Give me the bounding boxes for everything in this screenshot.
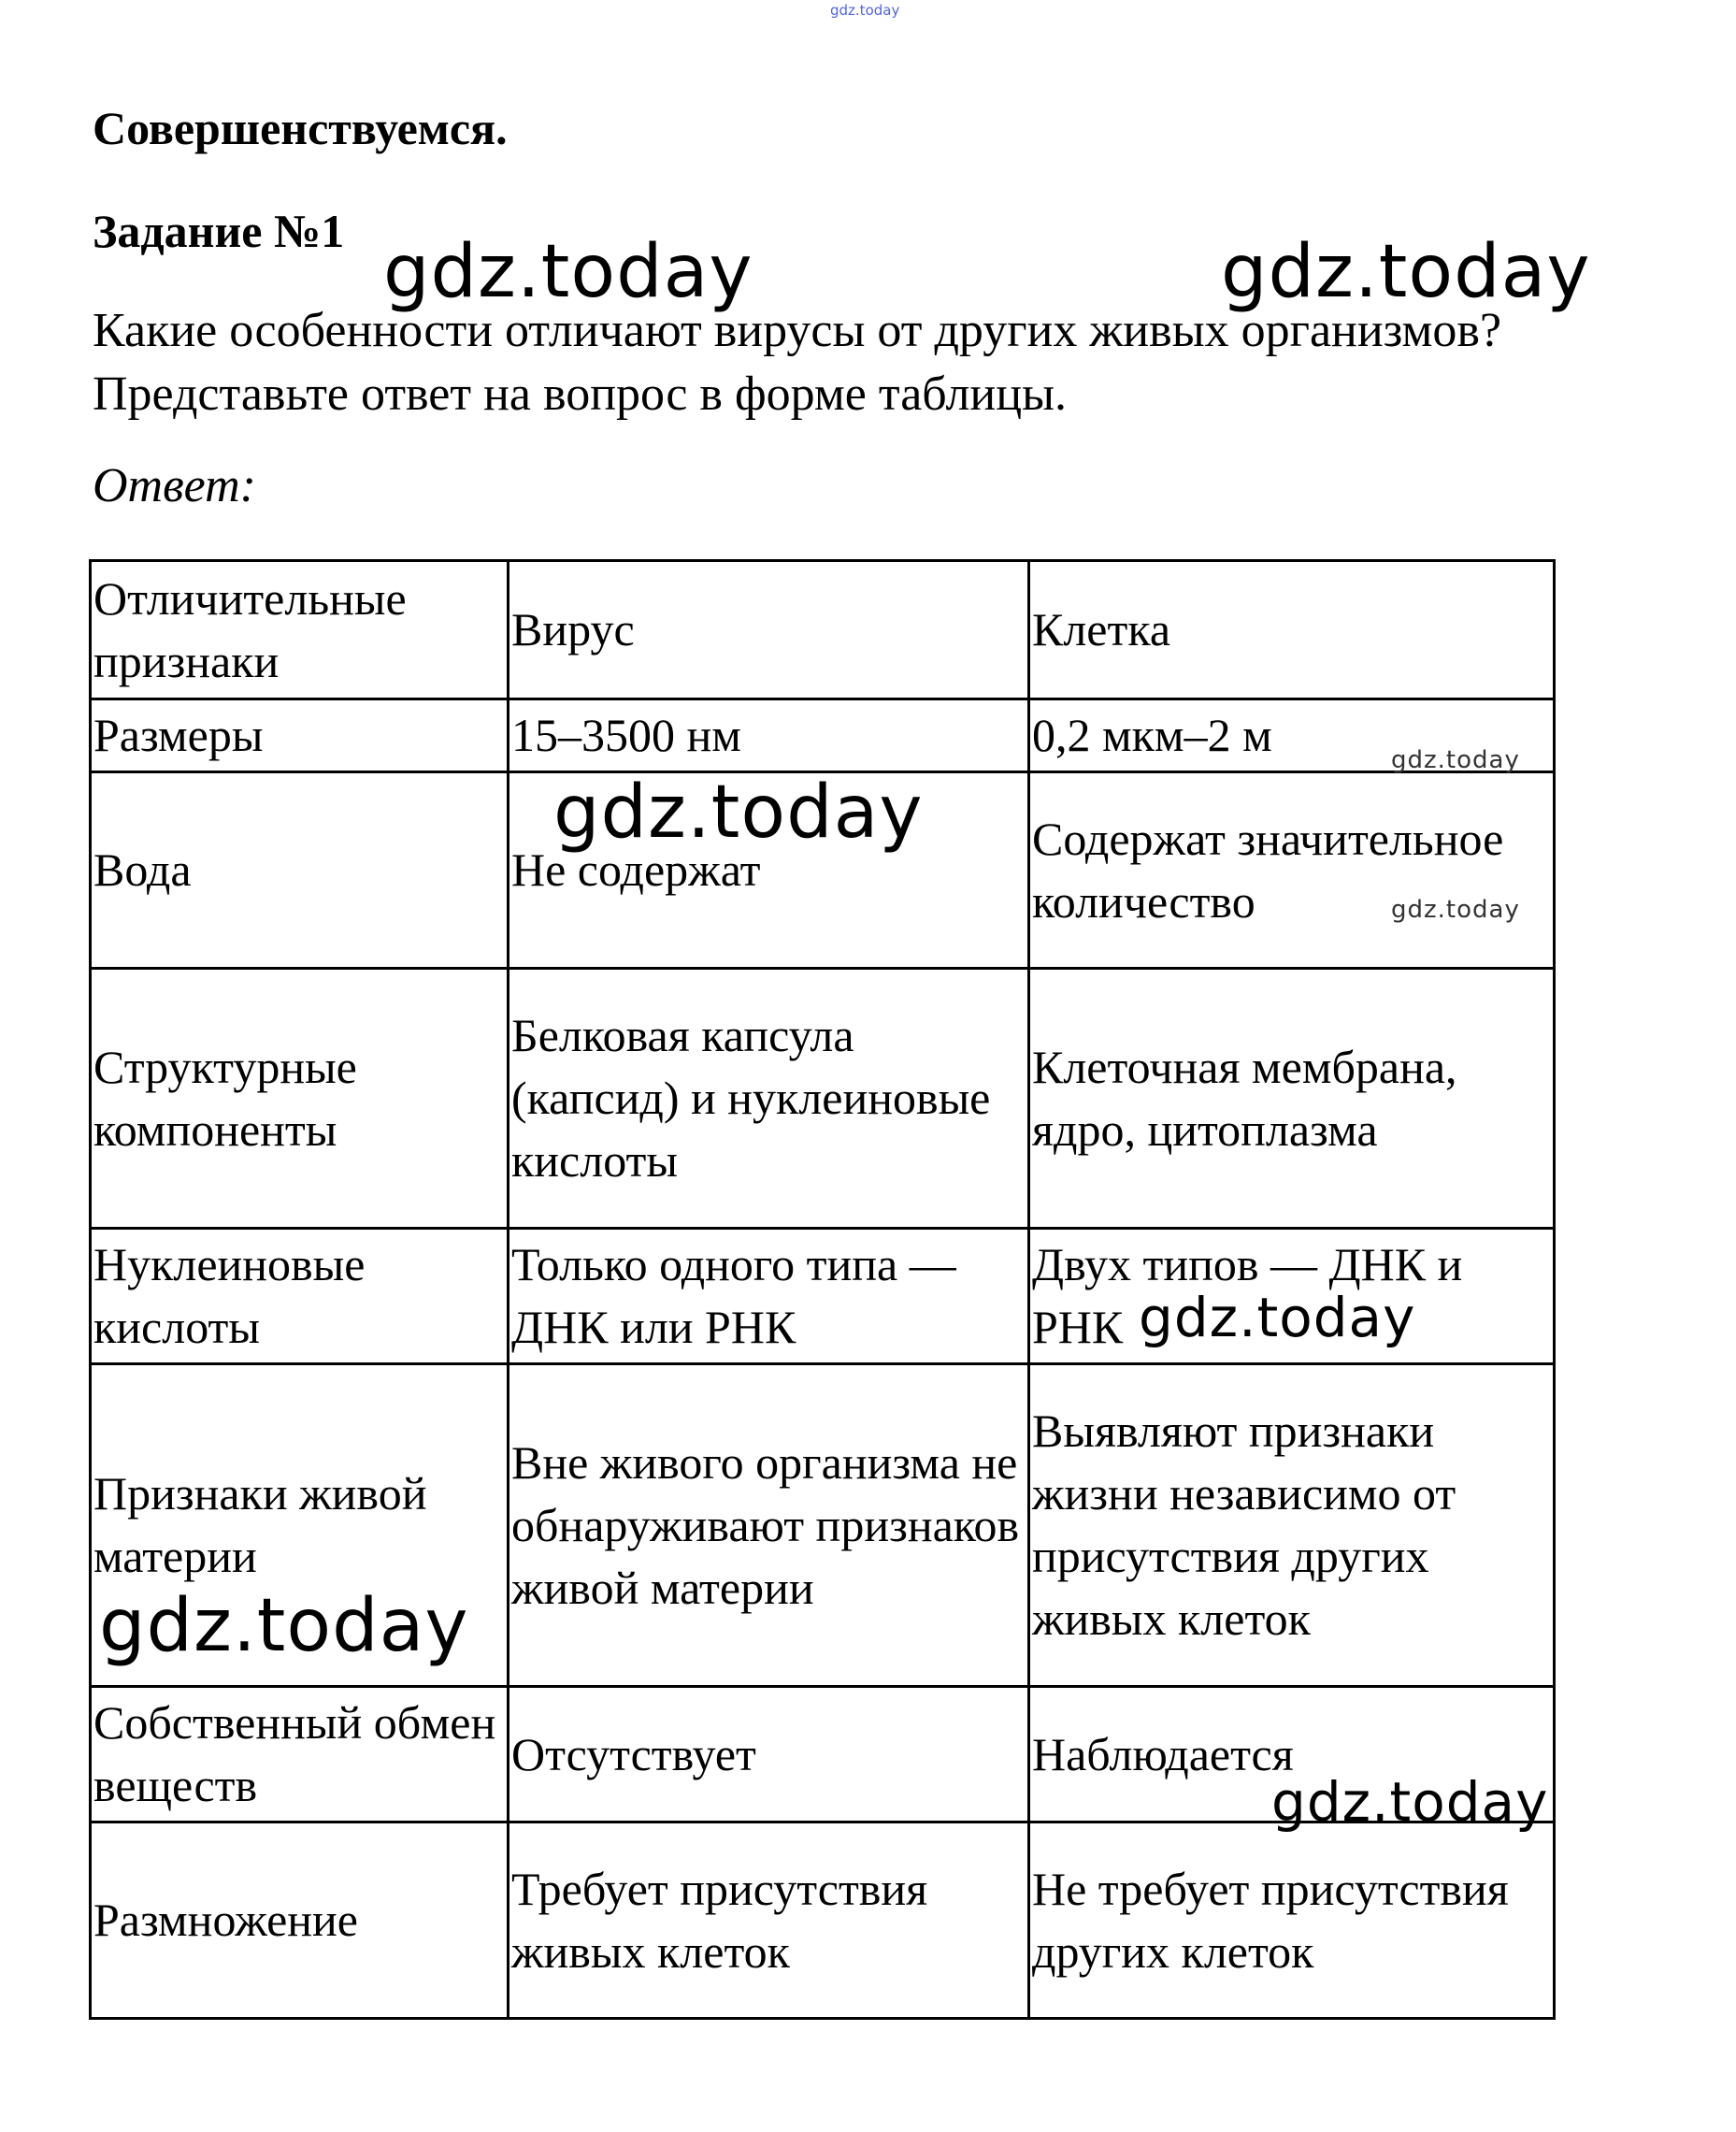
virus-value: Белковая капсула (капсид) и нуклеиновые кислоты [509, 969, 1029, 1229]
header-cell-feature: Отличительные признаки [91, 561, 509, 699]
question-line: Какие особенности отличают вирусы от других живых организмов? [93, 304, 1502, 357]
cell-value: 0,2 мкм–2 м [1029, 699, 1555, 772]
row-label: Собственный обмен веществ [91, 1687, 509, 1822]
header-cell-virus: Вирус [509, 561, 1029, 699]
table-row [91, 699, 1555, 772]
row-label: Размножение [91, 1822, 509, 2019]
row-label: Вода [91, 772, 509, 969]
watermark-metabolism-row: gdz.today [1271, 1770, 1549, 1834]
section-title: Совершенствуемся. [93, 102, 508, 154]
table-row [91, 969, 1555, 1229]
task-title: Задание №1 [93, 205, 345, 257]
watermark-nucleic-row: gdz.today [1139, 1286, 1416, 1349]
virus-value: Вне живого организма не обнаруживают признаков живой материи [509, 1364, 1029, 1687]
table-header-row [91, 561, 1555, 699]
row-label: Признаки живой материи [91, 1364, 509, 1687]
cell-value: Двух типов — ДНК и РНК [1029, 1229, 1555, 1364]
row-label: Размеры [91, 699, 509, 772]
watermark-small-size-row: gdz.today [1391, 746, 1520, 774]
cell-value: Выявляют признаки жизни независимо от присутствия других живых клеток [1029, 1364, 1555, 1687]
table-row [91, 1822, 1555, 2019]
cell-value: Клеточная мембрана, ядро, цитоплазма [1029, 969, 1555, 1229]
virus-value: Отсутствует [509, 1687, 1029, 1822]
virus-value: Требует присутствия живых клеток [509, 1822, 1029, 2019]
virus-value: Только одного типа — ДНК или РНК [509, 1229, 1029, 1364]
question-text [93, 299, 1729, 426]
cell-value: Наблюдается [1029, 1687, 1555, 1822]
question-line: Представьте ответ на вопрос в форме таблицы. [93, 367, 1068, 421]
cell-value: Содержат значительное количество [1029, 772, 1555, 969]
cell-value: Не требует присутствия других клеток [1029, 1822, 1555, 2019]
virus-value: 15–3500 нм [509, 699, 1029, 772]
row-label: Нуклеиновые кислоты [91, 1229, 509, 1364]
header-cell-cell: Клетка [1029, 561, 1555, 699]
watermark-top-left: gdz.today [383, 230, 753, 314]
virus-value: Не содержат [509, 772, 1029, 969]
answer-label: Ответ: [93, 459, 256, 512]
row-label: Структурные компоненты [91, 969, 509, 1229]
top-watermark: gdz.today [830, 2, 900, 19]
watermark-small-water-row: gdz.today [1391, 896, 1520, 924]
watermark-top-right: gdz.today [1221, 230, 1591, 314]
watermark-water-row: gdz.today [553, 771, 924, 855]
watermark-living-row: gdz.today [99, 1584, 469, 1668]
